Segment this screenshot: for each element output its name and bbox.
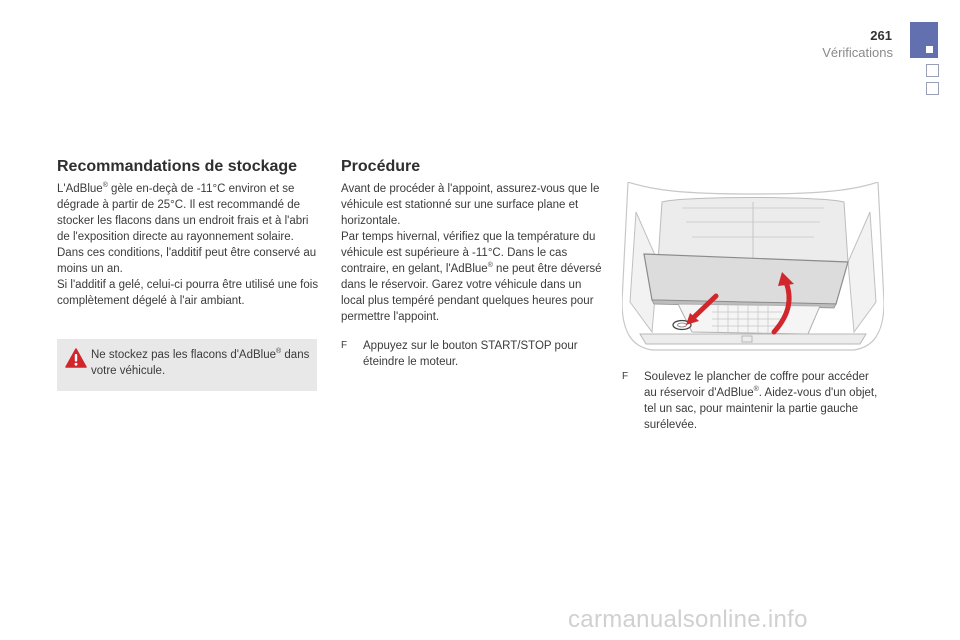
storage-heading: Recommandations de stockage <box>57 158 298 175</box>
warning-icon <box>65 348 87 368</box>
step-text: Soulevez le plancher de coffre pour accéder au réservoir d'AdBlue®. Aidez-vous d'un objet, tel un sac, pour maintenir la partie gauche surélevée. <box>644 371 878 431</box>
warning-text: Ne stockez pas les flacons d'AdBlue® dans votre véhicule. <box>91 348 310 377</box>
warning-box <box>57 339 317 391</box>
step-bullet: F <box>341 340 348 351</box>
step-item-1 <box>341 338 603 374</box>
storage-text <box>57 181 319 309</box>
procedure-paragraph-2: Par temps hivernal, vérifiez que la température du véhicule est supérieure à -11°C. Dans le cas contraire, en gelant, l'AdBlue® ne peut être déversé dans le réservoir. Garez votre véhicule dans un local plus tempéré pendant quelques heures pour permettre l'appoint. <box>341 231 602 323</box>
watermark: carmanualsonline.info <box>568 606 808 633</box>
storage-paragraph-3: Si l'additif a gelé, celui-ci pourra être utilisé une fois complètement dégelé à l'air ambiant. <box>57 279 319 307</box>
step-text: Appuyez sur le bouton START/STOP pour éteindre le moteur. <box>363 340 578 368</box>
step-bullet: F <box>622 371 629 382</box>
trunk-illustration <box>622 182 884 352</box>
page-number: 261 <box>870 28 892 43</box>
chapter-tab-empty-1 <box>926 64 939 77</box>
chapter-tab-empty-2 <box>926 82 939 95</box>
procedure-text <box>341 181 603 325</box>
storage-paragraph-1: L'AdBlue® gèle en-deçà de -11°C environ et se dégrade à partir de 25°C. Il est recommandé de stocker les flacons dans un endroit frais et à l'abri de l'exposition directe au rayonnement solaire. <box>57 182 309 243</box>
step-item-2 <box>622 369 884 437</box>
section-title: Vérifications <box>822 45 893 60</box>
procedure-heading: Procédure <box>341 158 421 175</box>
chapter-tab <box>910 22 938 58</box>
procedure-paragraph-1: Avant de procéder à l'appoint, assurez-vous que le véhicule est stationné sur une surface plane et horizontale. <box>341 183 600 227</box>
storage-paragraph-2: Dans ces conditions, l'additif peut être conservé au moins un an. <box>57 247 317 275</box>
